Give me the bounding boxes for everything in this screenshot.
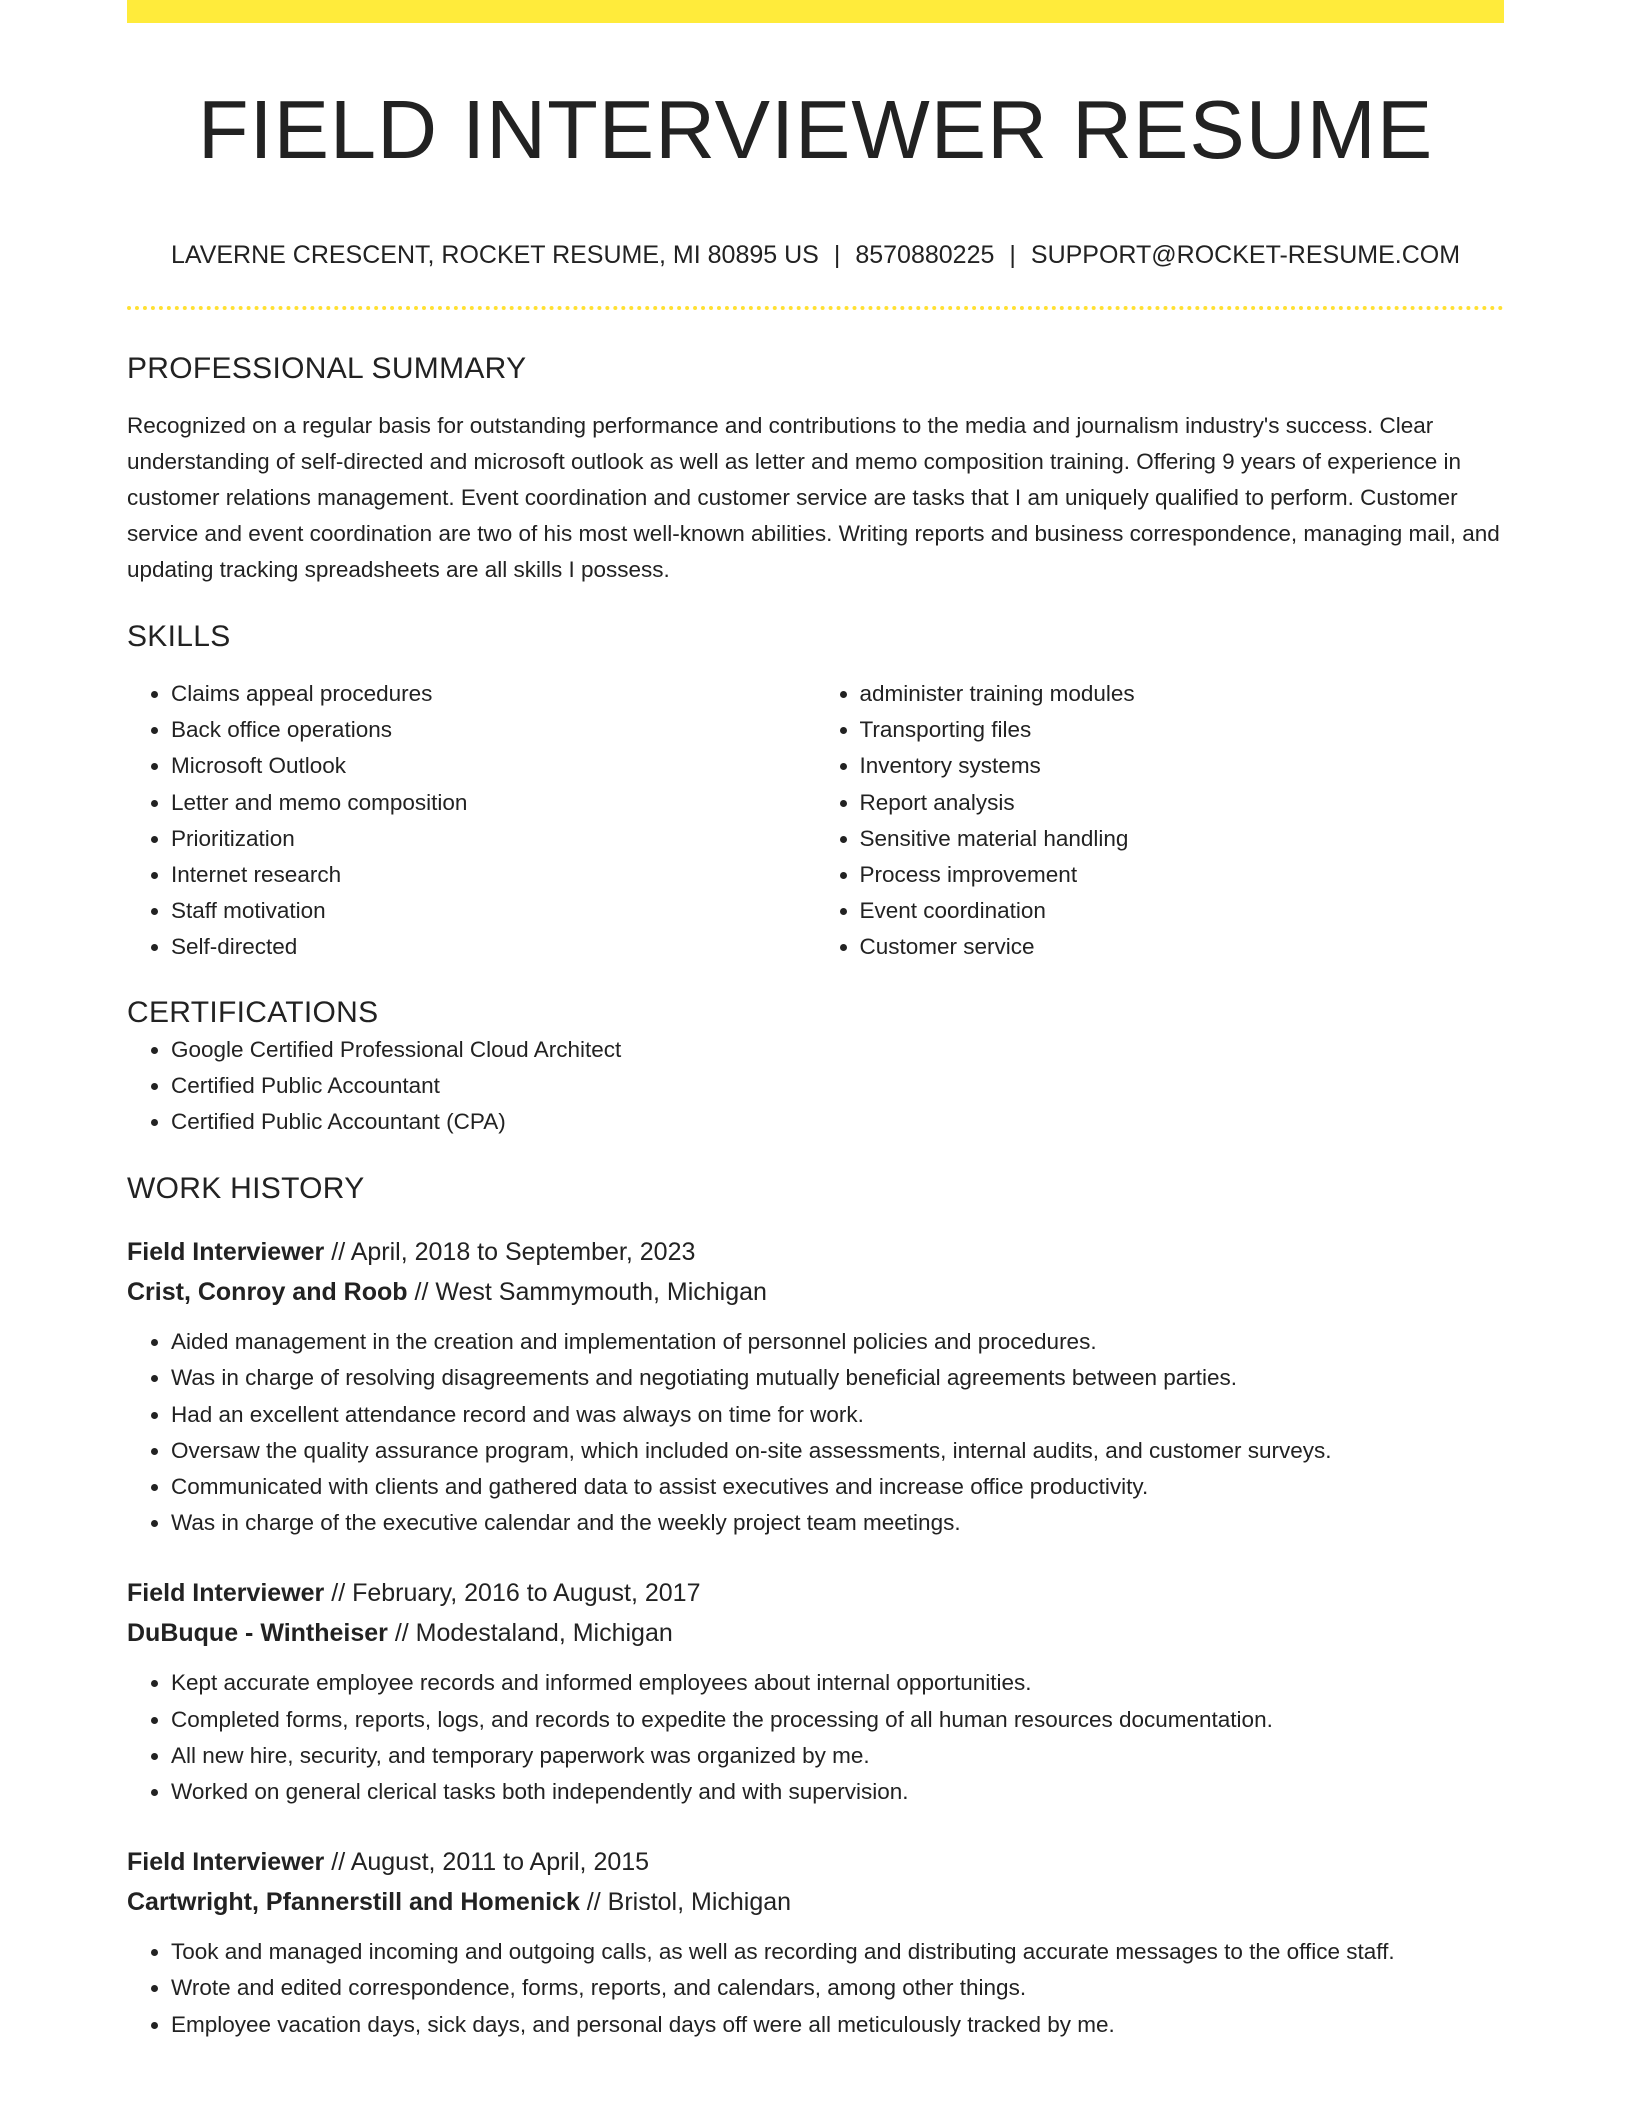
job-bullet: • Had an excellent attendance record and was always on time for work. [171,1397,1504,1433]
job-bullet: • Completed forms, reports, logs, and records to expedite the processing of all human resources documentation. [171,1702,1504,1738]
skill-item: • Event coordination [860,893,1505,929]
job-bullet: • Worked on general clerical tasks both independently and with supervision. [171,1774,1504,1810]
job-location: // West Sammymouth, Michigan [407,1278,767,1307]
job-bullet: • All new hire, security, and temporary paperwork was organized by me. [171,1738,1504,1774]
job-dates: // August, 2011 to April, 2015 [324,1848,650,1877]
job-company: Crist, Conroy and Roob [127,1278,408,1307]
job-company: DuBuque - Wintheiser [127,1619,388,1648]
job-entry [127,1232,1504,1541]
skill-item: • administer training modules [860,676,1505,712]
job-bullet: • Wrote and edited correspondence, forms, reports, and calendars, among other things. [171,1970,1504,2006]
skills-columns [127,676,1504,966]
job-bullet: • Oversaw the quality assurance program, which included on-site assessments, internal audits, and customer surveys. [171,1433,1504,1469]
job-bullet: • Took and managed incoming and outgoing calls, as well as recording and distributing accurate messages to the office staff. [171,1934,1504,1970]
work-history-section [127,1170,1504,2043]
work-history-heading: WORK HISTORY [127,1172,365,1206]
contact-separator: | [1009,241,1016,269]
skill-item: • Customer service [860,929,1505,965]
accent-bar [127,0,1504,23]
job-dates: // February, 2016 to August, 2017 [324,1579,701,1608]
summary-text: Recognized on a regular basis for outstanding performance and contributions to the media and journalism industry's success. Clear understanding of self-directed and microsoft outlook as well as letter and memo composition training. Offering 9 years of experience in customer relations management. Event coordination and customer service are tasks that I am uniquely qualified to perform. Customer service and event coordination are two of his most well-known abilities. Writing reports and business correspondence, managing mail, and updating tracking spreadsheets are all skills I possess. [127,413,1500,582]
phone-text: 8570880225 [855,241,995,269]
skill-item: • Back office operations [171,712,816,748]
summary-section [127,350,1504,588]
skill-item: • Letter and memo composition [171,785,816,821]
certification-item: • Certified Public Accountant (CPA) [171,1104,1504,1140]
job-dates: // April, 2018 to September, 2023 [324,1238,696,1267]
certifications-heading: CERTIFICATIONS [127,995,379,1029]
job-bullet: • Kept accurate employee records and informed employees about internal opportunities. [171,1665,1504,1701]
skill-item: • Microsoft Outlook [171,748,816,784]
summary-heading: PROFESSIONAL SUMMARY [127,352,527,385]
job-bullet: • Aided management in the creation and implementation of personnel policies and procedures. [171,1324,1504,1360]
job-title: Field Interviewer [127,1848,325,1877]
job-bullet: • Was in charge of resolving disagreements and negotiating mutually beneficial agreements between parties. [171,1360,1504,1396]
certification-item: • Certified Public Accountant [171,1068,1504,1104]
skill-item: • Prioritization [171,821,816,857]
resume-body [127,350,1504,2043]
skill-item: • Transporting files [860,712,1505,748]
skill-item: • Process improvement [860,857,1505,893]
skill-item: • Inventory systems [860,748,1505,784]
job-bullet: • Was in charge of the executive calendar and the weekly project team meetings. [171,1505,1504,1541]
job-company-line [127,1882,1504,1922]
resume-title: FIELD INTERVIEWER RESUME [197,83,1434,176]
job-title-line [127,1573,1504,1613]
email-text: SUPPORT@ROCKET-RESUME.COM [1030,241,1461,269]
dotted-divider [127,306,1504,310]
skills-left-list [127,676,816,966]
contact-separator: | [833,241,841,269]
certifications-list [127,1032,1504,1141]
certifications-section [127,994,1504,1141]
job-company-line [127,1272,1504,1312]
job-bullets [127,1324,1504,1541]
job-bullets [127,1665,1504,1810]
skills-right-list [816,676,1505,966]
skill-item: • Report analysis [860,785,1505,821]
job-location: // Bristol, Michigan [579,1888,792,1917]
job-title: Field Interviewer [127,1579,325,1608]
job-company: Cartwright, Pfannerstill and Homenick [127,1888,580,1917]
skill-item: • Claims appeal procedures [171,676,816,712]
job-entry [127,1842,1504,2043]
skills-section [127,618,1504,966]
job-bullet: • Employee vacation days, sick days, and personal days off were all meticulously tracked by me. [171,2007,1504,2043]
skill-item: • Internet research [171,857,816,893]
job-company-line [127,1613,1504,1653]
skill-item: • Sensitive material handling [860,821,1505,857]
job-entry [127,1573,1504,1810]
job-location: // Modestaland, Michigan [387,1619,673,1648]
job-title-line [127,1842,1504,1882]
job-bullets [127,1934,1504,2043]
job-title: Field Interviewer [127,1238,325,1267]
job-title-line [127,1232,1504,1272]
job-bullet: • Communicated with clients and gathered data to assist executives and increase office productivity. [171,1469,1504,1505]
address-text: LAVERNE CRESCENT, ROCKET RESUME, MI 80895 US [170,241,819,269]
skill-item: • Staff motivation [171,893,816,929]
contact-line [127,238,1504,272]
skills-heading: SKILLS [127,620,231,653]
skill-item: • Self-directed [171,929,816,965]
certification-item: • Google Certified Professional Cloud Architect [171,1032,1504,1068]
